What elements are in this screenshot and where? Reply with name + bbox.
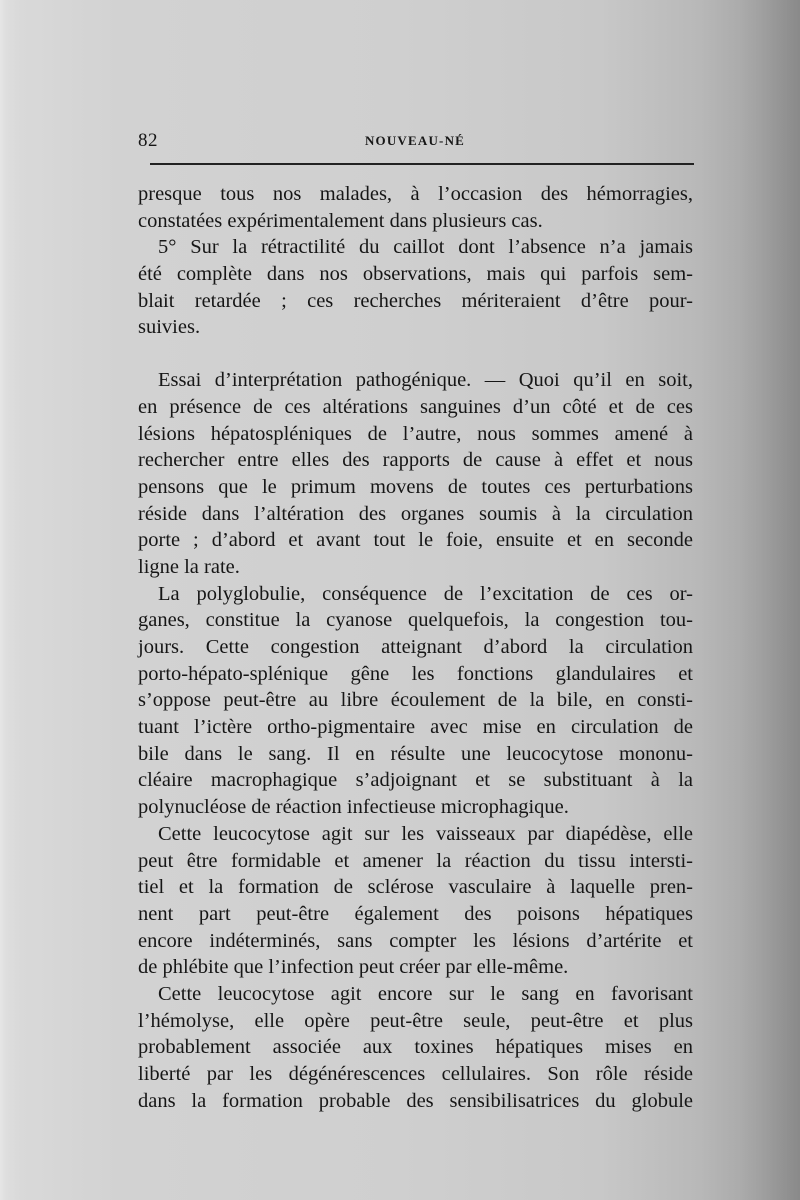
text-line: dans la formation probable des sensibilisatrices du globule (138, 1089, 693, 1112)
page-number: 82 (138, 130, 158, 151)
text-line: lésions hépatospléniques de l’autre, nous sommes amené à (138, 422, 693, 445)
header-rule (150, 163, 694, 165)
text-line: liberté par les dégénérescences cellulaires. Son rôle réside (138, 1063, 693, 1085)
text-line: Cette leucocytose agit encore sur le sang en favorisant (158, 982, 693, 1005)
page-header (138, 130, 692, 156)
text-line: probablement associée aux toxines hépatiques mises en (138, 1036, 693, 1059)
running-title: NOUVEAU-NÉ (364, 133, 466, 148)
text-line: ligne la rate. (138, 555, 240, 578)
text-line: Essai d’interprétation pathogénique. — Quoi qu’il en soit, (158, 369, 693, 392)
text-line: La polyglobulie, conséquence de l’excitation de ces or- (158, 582, 693, 605)
text-line: constatées expérimentalement dans plusieurs cas. (138, 209, 543, 232)
text-line: blait retardée ; ces recherches mériteraient d’être pour- (138, 289, 693, 312)
body-text (138, 181, 693, 1114)
text-line: cléaire macrophagique s’adjoignant et se substituant à la (138, 769, 693, 792)
text-line: nent part peut-être également des poisons hépatiques (138, 902, 693, 925)
text-line: pensons que le primum movens de toutes ces perturbations (138, 475, 693, 498)
text-line: bile dans le sang. Il en résulte une leucocytose mononu- (138, 742, 693, 765)
text-line: de phlébite que l’infection peut créer par elle-même. (138, 956, 569, 979)
paragraph-gap (138, 341, 693, 367)
text-line: jours. Cette congestion atteignant d’abord la circulation (138, 636, 693, 658)
text-line: rechercher entre elles des rapports de cause à effet et nous (138, 449, 693, 472)
page-edge-shadow (740, 0, 800, 1200)
text-line: encore indéterminés, sans compter les lésions d’artérite et (138, 929, 693, 952)
text-line: polynucléose de réaction infectieuse microphagique. (138, 796, 569, 819)
text-line: tiel et la formation de sclérose vasculaire à laquelle pren- (138, 876, 693, 899)
text-line: porto-hépato-splénique gêne les fonctions glandulaires et (138, 662, 693, 685)
text-line: 5° Sur la rétractilité du caillot dont l’absence n’a jamais (158, 236, 693, 259)
text-line: ganes, constitue la cyanose quelquefois, la congestion tou- (138, 609, 693, 632)
text-line: réside dans l’altération des organes soumis à la circulation (138, 502, 693, 525)
text-line: en présence de ces altérations sanguines d’un côté et de ces (138, 395, 693, 418)
text-line: peut être formidable et amener la réaction du tissu intersti- (138, 849, 693, 872)
text-line: été complète dans nos observations, mais qui parfois sem- (138, 263, 693, 286)
text-line: s’oppose peut-être au libre écoulement de la bile, en consti- (138, 689, 693, 712)
text-line: tuant l’ictère ortho-pigmentaire avec mise en circulation de (138, 716, 693, 739)
text-line: porte ; d’abord et avant tout le foie, ensuite et en seconde (138, 529, 693, 552)
text-line: Cette leucocytose agit sur les vaisseaux par diapédèse, elle (158, 822, 693, 845)
text-line: l’hémolyse, elle opère peut-être seule, peut-être et plus (138, 1009, 693, 1032)
text-line: suivies. (138, 316, 201, 339)
text-line: presque tous nos malades, à l’occasion des hémorragies, (138, 183, 693, 205)
